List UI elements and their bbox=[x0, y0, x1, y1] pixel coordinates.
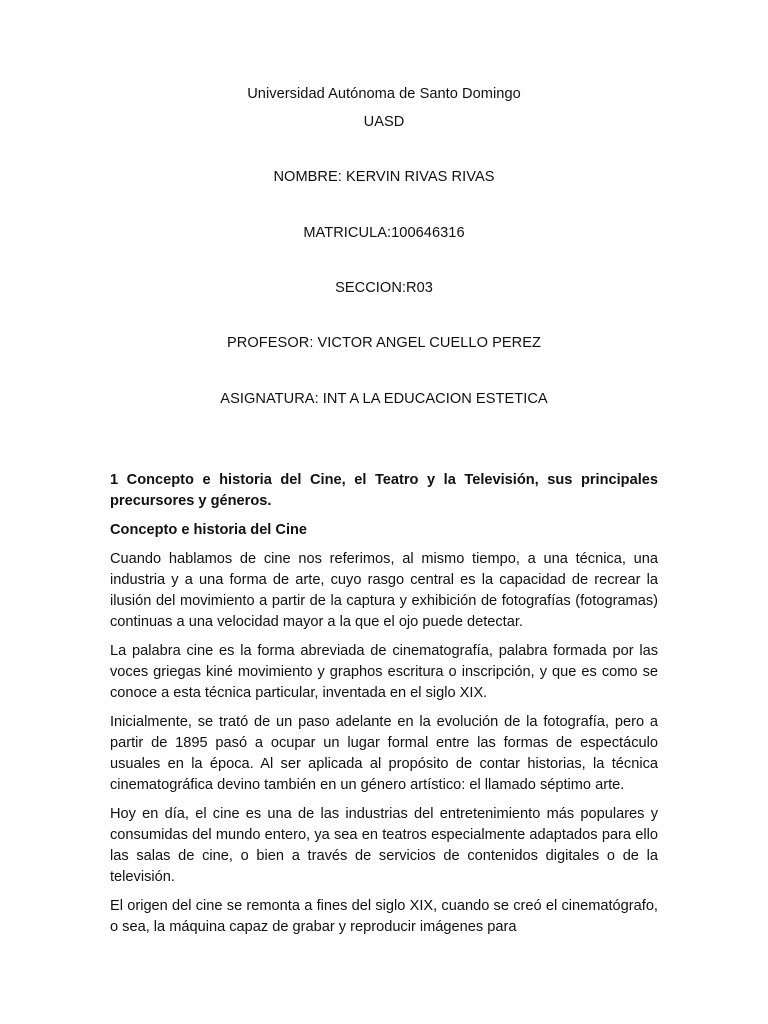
document-body bbox=[110, 470, 658, 938]
section-code: SECCION:R03 bbox=[335, 280, 433, 296]
university-name: Universidad Autónoma de Santo Domingo bbox=[247, 86, 521, 102]
section-title: 1 Concepto e historia del Cine, el Teatro y la Televisión, sus principales precursores y géneros. bbox=[110, 472, 658, 509]
paragraph: El origen del cine se remonta a fines del siglo XIX, cuando se creó el cinematógrafo, o sea, la máquina capaz de grabar y reproducir imágenes para bbox=[110, 898, 658, 935]
paragraph: La palabra cine es la forma abreviada de cinematografía, palabra formada por las voces griegas kiné movimiento y graphos escritura o inscripción, y que es como se conoce a esta técnica particular, inventada en el siglo XIX. bbox=[110, 643, 658, 701]
professor-name: PROFESOR: VICTOR ANGEL CUELLO PEREZ bbox=[227, 335, 541, 351]
paragraph: Cuando hablamos de cine nos referimos, al mismo tiempo, a una técnica, una industria y a una forma de arte, cuyo rasgo central es la capacidad de recrear la ilusión del movimiento a partir de la captura y exhibición de fotografías (fotogramas) continuas a una velocidad mayor a la que el ojo puede detectar. bbox=[110, 551, 658, 630]
student-name: NOMBRE: KERVIN RIVAS RIVAS bbox=[273, 169, 495, 185]
subheading: Concepto e historia del Cine bbox=[110, 522, 308, 538]
university-acronym: UASD bbox=[363, 114, 405, 130]
paragraph: Hoy en día, el cine es una de las industrias del entretenimiento más populares y consumidas del mundo entero, ya sea en teatros especialmente adaptados para ello las salas de cine, o bien a través de servicios de contenidos digitales o de la televisión. bbox=[110, 806, 658, 885]
course-name: ASIGNATURA: INT A LA EDUCACION ESTETICA bbox=[220, 391, 548, 407]
paragraph: Inicialmente, se trató de un paso adelante en la evolución de la fotografía, pero a partir de 1895 pasó a ocupar un lugar formal entre las formas de espectáculo usuales en la época. Al ser aplicada al propósito de contar historias, la técnica cinematográfica devino también en un género artístico: el llamado séptimo arte. bbox=[110, 714, 658, 793]
student-matricula: MATRICULA:100646316 bbox=[303, 225, 465, 241]
